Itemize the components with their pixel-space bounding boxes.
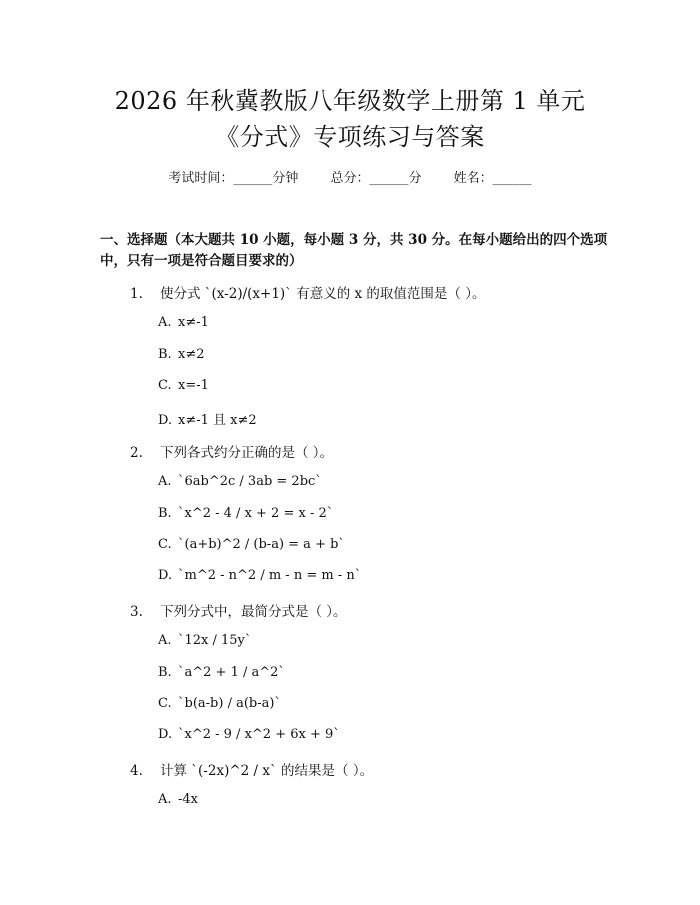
option-2c (158, 537, 345, 552)
option-text: -4x (178, 792, 198, 807)
option-text: `b(a-b) / a(b-a)` (178, 696, 281, 711)
question-text: 计算 `(-2x)^2 / x` 的结果是（ ）。 (160, 763, 374, 779)
option-label: B. (158, 665, 172, 680)
option-text: `x^2 - 4 / x + 2 = x - 2` (178, 506, 334, 521)
question-number: 2. (130, 445, 143, 461)
option-label: C. (158, 378, 172, 393)
question-number: 4. (130, 763, 143, 779)
question-number: 1. (130, 286, 143, 302)
option-1c (158, 378, 209, 393)
question-1 (130, 282, 485, 302)
option-label: A. (158, 315, 172, 330)
option-text: x≠-1 且 x≠2 (178, 413, 257, 428)
option-1b (158, 347, 205, 362)
option-text: `6ab^2c / 3ab = 2bc` (178, 474, 322, 489)
option-label: D. (158, 413, 173, 428)
question-number: 3. (130, 604, 143, 620)
question-2 (130, 441, 333, 461)
option-label: C. (158, 537, 172, 552)
option-text: `a^2 + 1 / a^2` (178, 665, 285, 680)
option-label: C. (158, 696, 172, 711)
option-label: A. (158, 474, 172, 489)
option-2b (158, 506, 333, 521)
student-name: 姓名：______ (453, 171, 532, 186)
option-text: `12x / 15y` (178, 633, 252, 648)
option-label: A. (158, 633, 172, 648)
option-label: B. (158, 506, 172, 521)
option-text: `m^2 - n^2 / m - n = m - n` (178, 568, 362, 583)
option-3a (158, 633, 251, 648)
document-title-line1: 2026 年秋冀教版八年级数学上册第 1 单元 (114, 87, 586, 115)
option-4a (158, 792, 198, 807)
option-label: D. (158, 727, 173, 742)
option-label: D. (158, 568, 173, 583)
question-text: 使分式 `(x-2)/(x+1)` 有意义的 x 的取值范围是（ ）。 (160, 286, 486, 302)
option-text: `(a+b)^2 / (b-a) = a + b` (178, 537, 345, 552)
question-4 (130, 759, 373, 779)
option-2a (158, 474, 322, 489)
exam-meta (0, 167, 700, 186)
document-title-line2: 《分式》专项练习与答案 (215, 123, 485, 151)
option-label: B. (158, 347, 172, 362)
exam-time: 考试时间：______分钟 (168, 171, 299, 186)
option-text: x=-1 (178, 378, 209, 393)
section-heading: 一、选择题（本大题共 10 小题，每小题 3 分，共 30 分。在每小题给出的四个选项中，只有一项是符合题目要求的） (100, 232, 608, 269)
question-text: 下列分式中，最简分式是（ ）。 (160, 604, 347, 620)
option-1a (158, 315, 209, 330)
option-label: A. (158, 792, 172, 807)
option-2d (158, 568, 361, 583)
option-text: x≠-1 (178, 315, 209, 330)
option-text: `x^2 - 9 / x^2 + 6x + 9` (178, 727, 340, 742)
option-1d (158, 409, 257, 428)
option-3c (158, 696, 281, 711)
option-3d (158, 727, 340, 742)
option-3b (158, 665, 285, 680)
option-text: x≠2 (178, 347, 205, 362)
question-text: 下列各式约分正确的是（ ）。 (160, 445, 334, 461)
total-score: 总分：______分 (330, 171, 422, 186)
question-3 (130, 600, 347, 620)
